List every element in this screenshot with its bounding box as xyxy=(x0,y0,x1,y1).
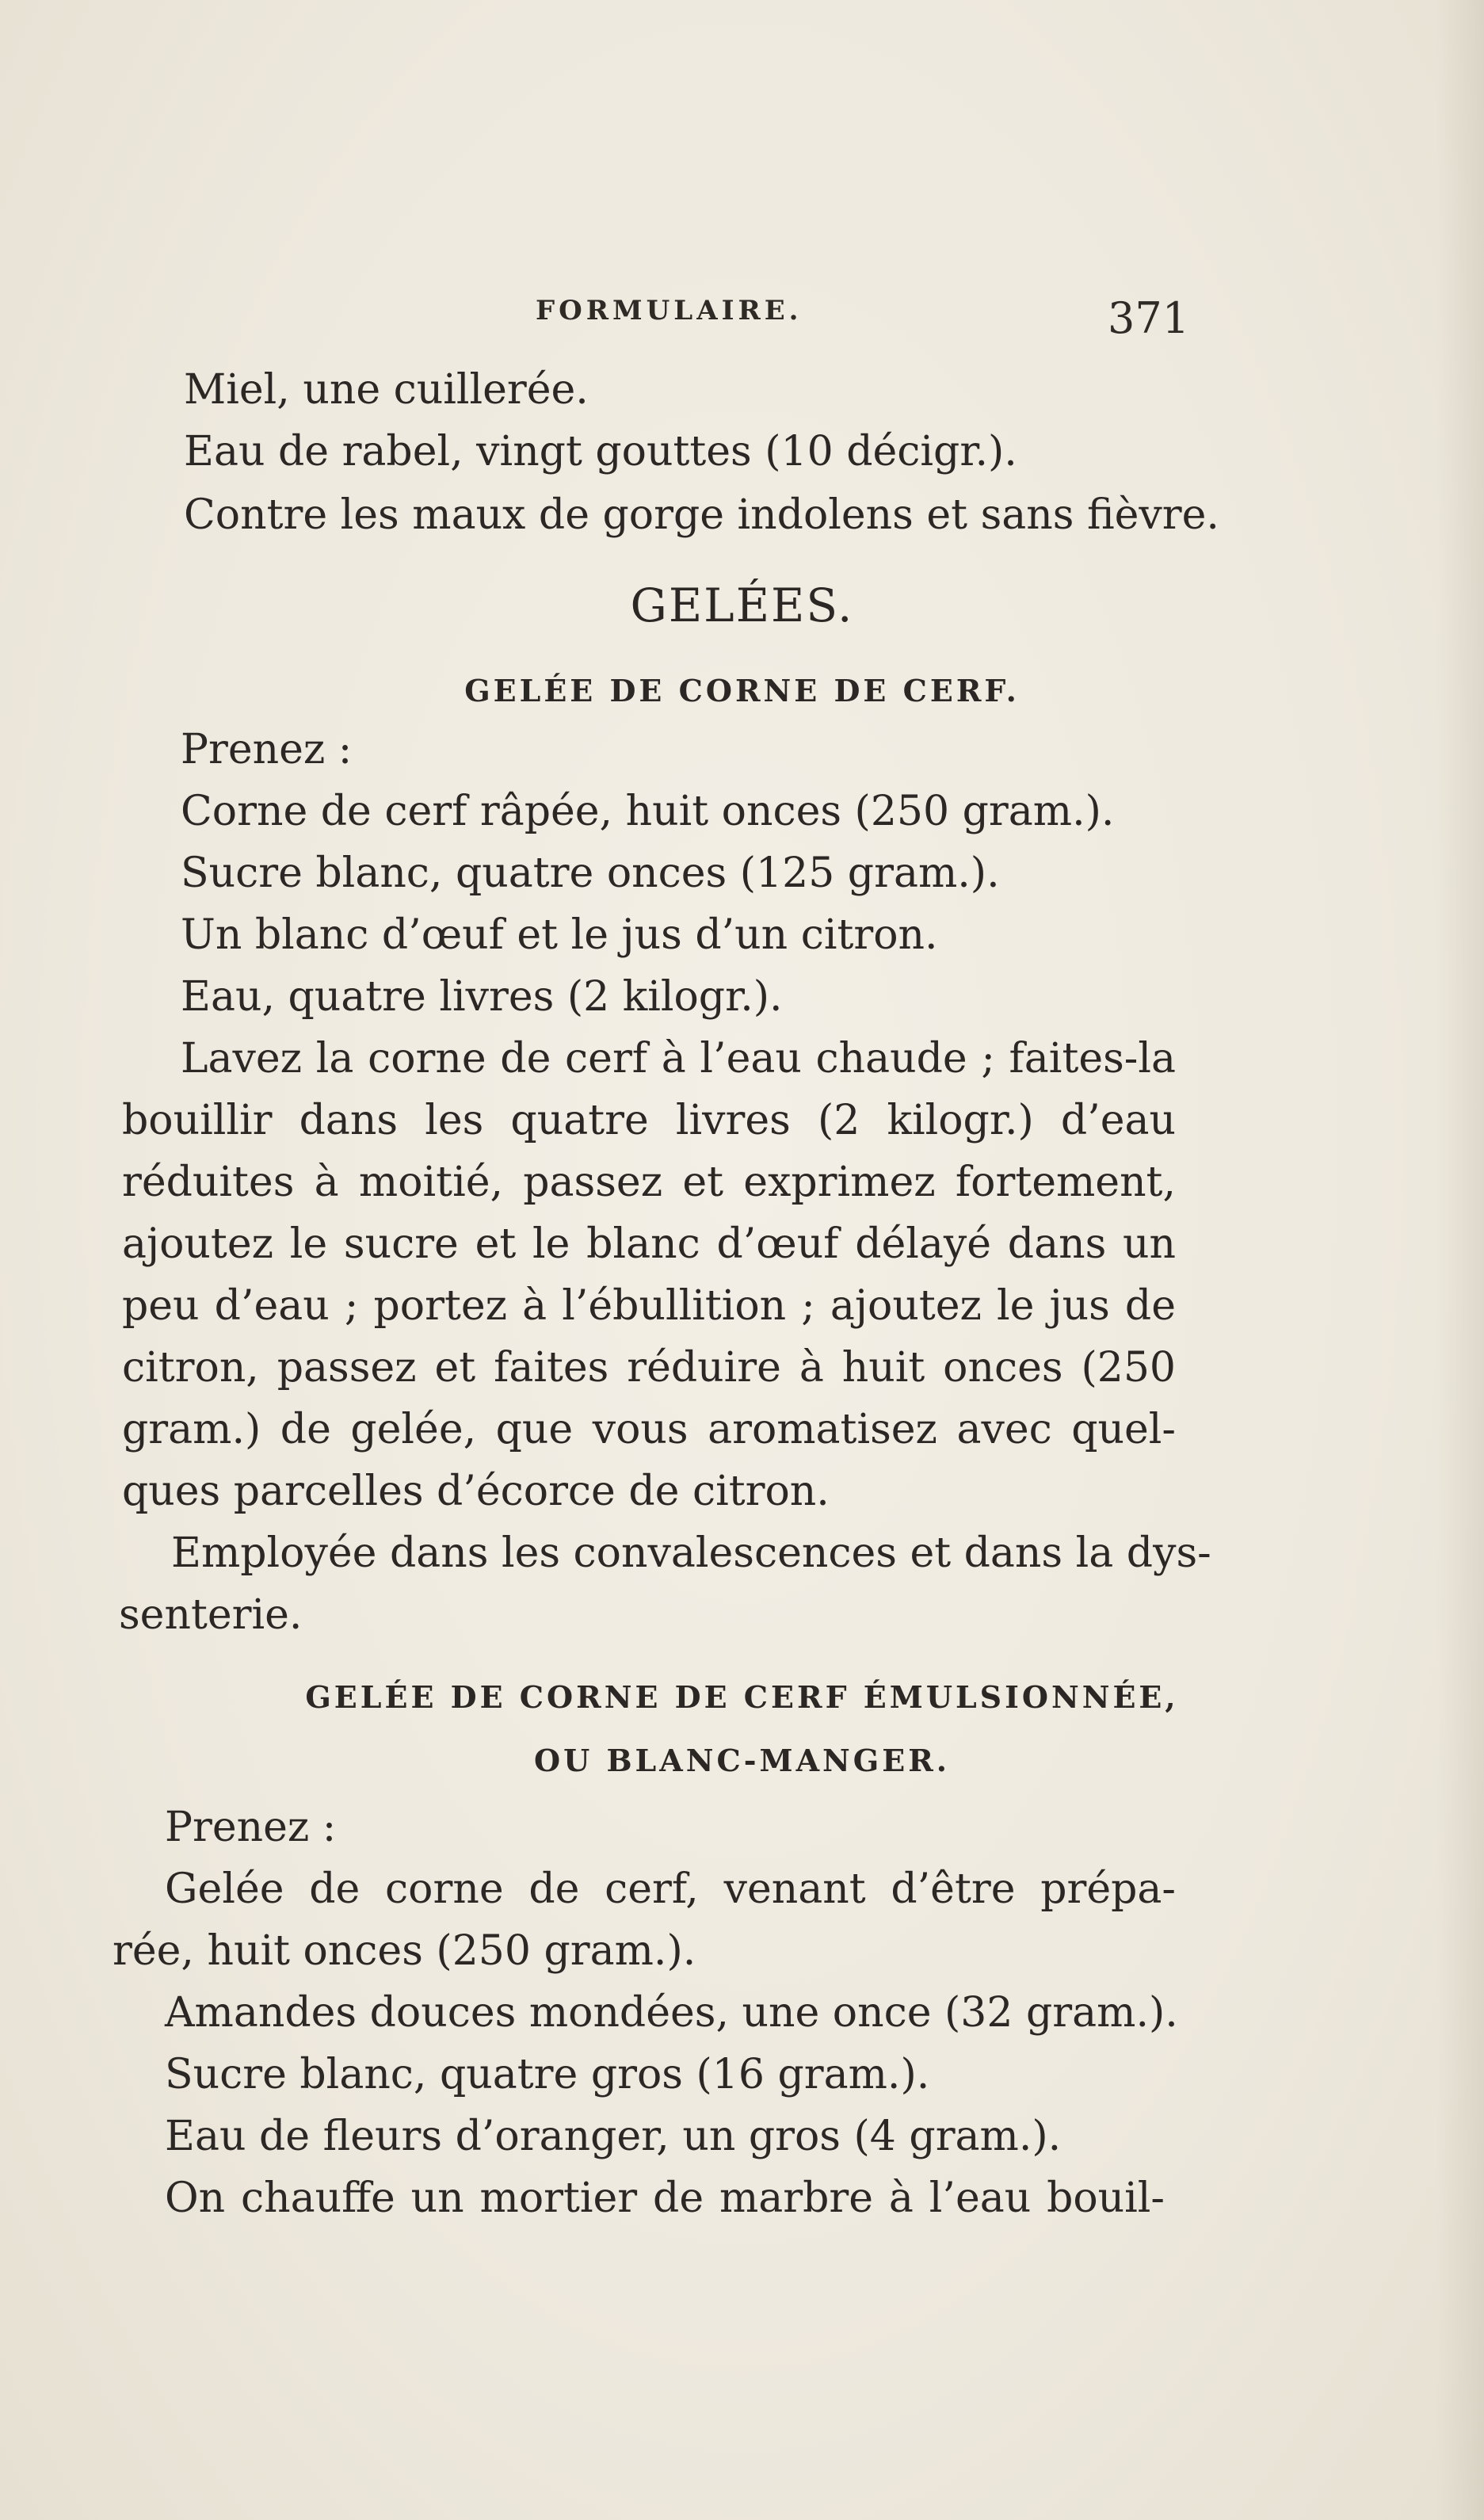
ingredient-line: Amandes douces mondées, une once (32 gram.). xyxy=(165,1989,1178,2037)
body-text-line: Lavez la corne de cerf à l’eau chaude ; faites-la xyxy=(181,1035,1176,1082)
body-text-line: ques parcelles d’écorce de citron. xyxy=(122,1468,830,1515)
body-text-line: réduites à moitié, passez et exprimez fortement, xyxy=(122,1159,1176,1206)
running-head xyxy=(0,295,1484,342)
body-text-line: citron, passez et faites réduire à huit onces (250 xyxy=(122,1344,1176,1392)
body-text-line: ajoutez le sucre et le blanc d’œuf délayé dans un xyxy=(122,1220,1176,1268)
ingredient-line: Eau, quatre livres (2 kilogr.). xyxy=(181,973,783,1021)
running-title: FORMULAIRE. xyxy=(536,295,803,326)
body-text-line: bouillir dans les quatre livres (2 kilogr.) d’eau xyxy=(122,1097,1176,1144)
ingredient-line: Gelée de corne de cerf, venant d’être prépa- xyxy=(165,1865,1176,1913)
ingredient-line: Sucre blanc, quatre onces (125 gram.). xyxy=(181,850,1000,897)
body-text-line: On chauffe un mortier de marbre à l’eau bouil- xyxy=(165,2174,1165,2222)
ingredient-line: Sucre blanc, quatre gros (16 gram.). xyxy=(165,2051,930,2098)
body-text-line: peu d’eau ; portez à l’ébullition ; ajoutez le jus de xyxy=(122,1282,1176,1330)
recipe-title: GELÉE DE CORNE DE CERF. xyxy=(464,673,1020,708)
body-text-line: gram.) de gelée, que vous aromatisez avec quel- xyxy=(122,1406,1176,1453)
indication-line: Employée dans les convalescences et dans la dys- xyxy=(171,1529,1211,1577)
ingredient-line: Un blanc d’œuf et le jus d’un citron. xyxy=(181,911,938,959)
page-number: 371 xyxy=(1108,293,1190,343)
ingredient-line: Miel, une cuillerée. xyxy=(184,366,589,414)
prescription-label: Prenez : xyxy=(181,726,353,773)
recipe-subtitle: OU BLANC-MANGER. xyxy=(533,1743,951,1778)
prescription-label: Prenez : xyxy=(165,1804,337,1851)
indication-line: senterie. xyxy=(119,1591,303,1639)
section-title: GELÉES. xyxy=(630,578,854,632)
ingredient-line: Corne de cerf râpée, huit onces (250 gram.). xyxy=(181,788,1115,835)
page-edge-shadow xyxy=(1436,0,1484,2520)
ingredient-line: rée, huit onces (250 gram.). xyxy=(113,1927,696,1975)
indication-line: Contre les maux de gorge indolens et sans fièvre. xyxy=(184,491,1219,539)
recipe-title: GELÉE DE CORNE DE CERF ÉMULSIONNÉE, xyxy=(305,1679,1179,1715)
ingredient-line: Eau de fleurs d’oranger, un gros (4 gram.). xyxy=(165,2113,1062,2160)
ingredient-line: Eau de rabel, vingt gouttes (10 décigr.). xyxy=(184,428,1017,475)
